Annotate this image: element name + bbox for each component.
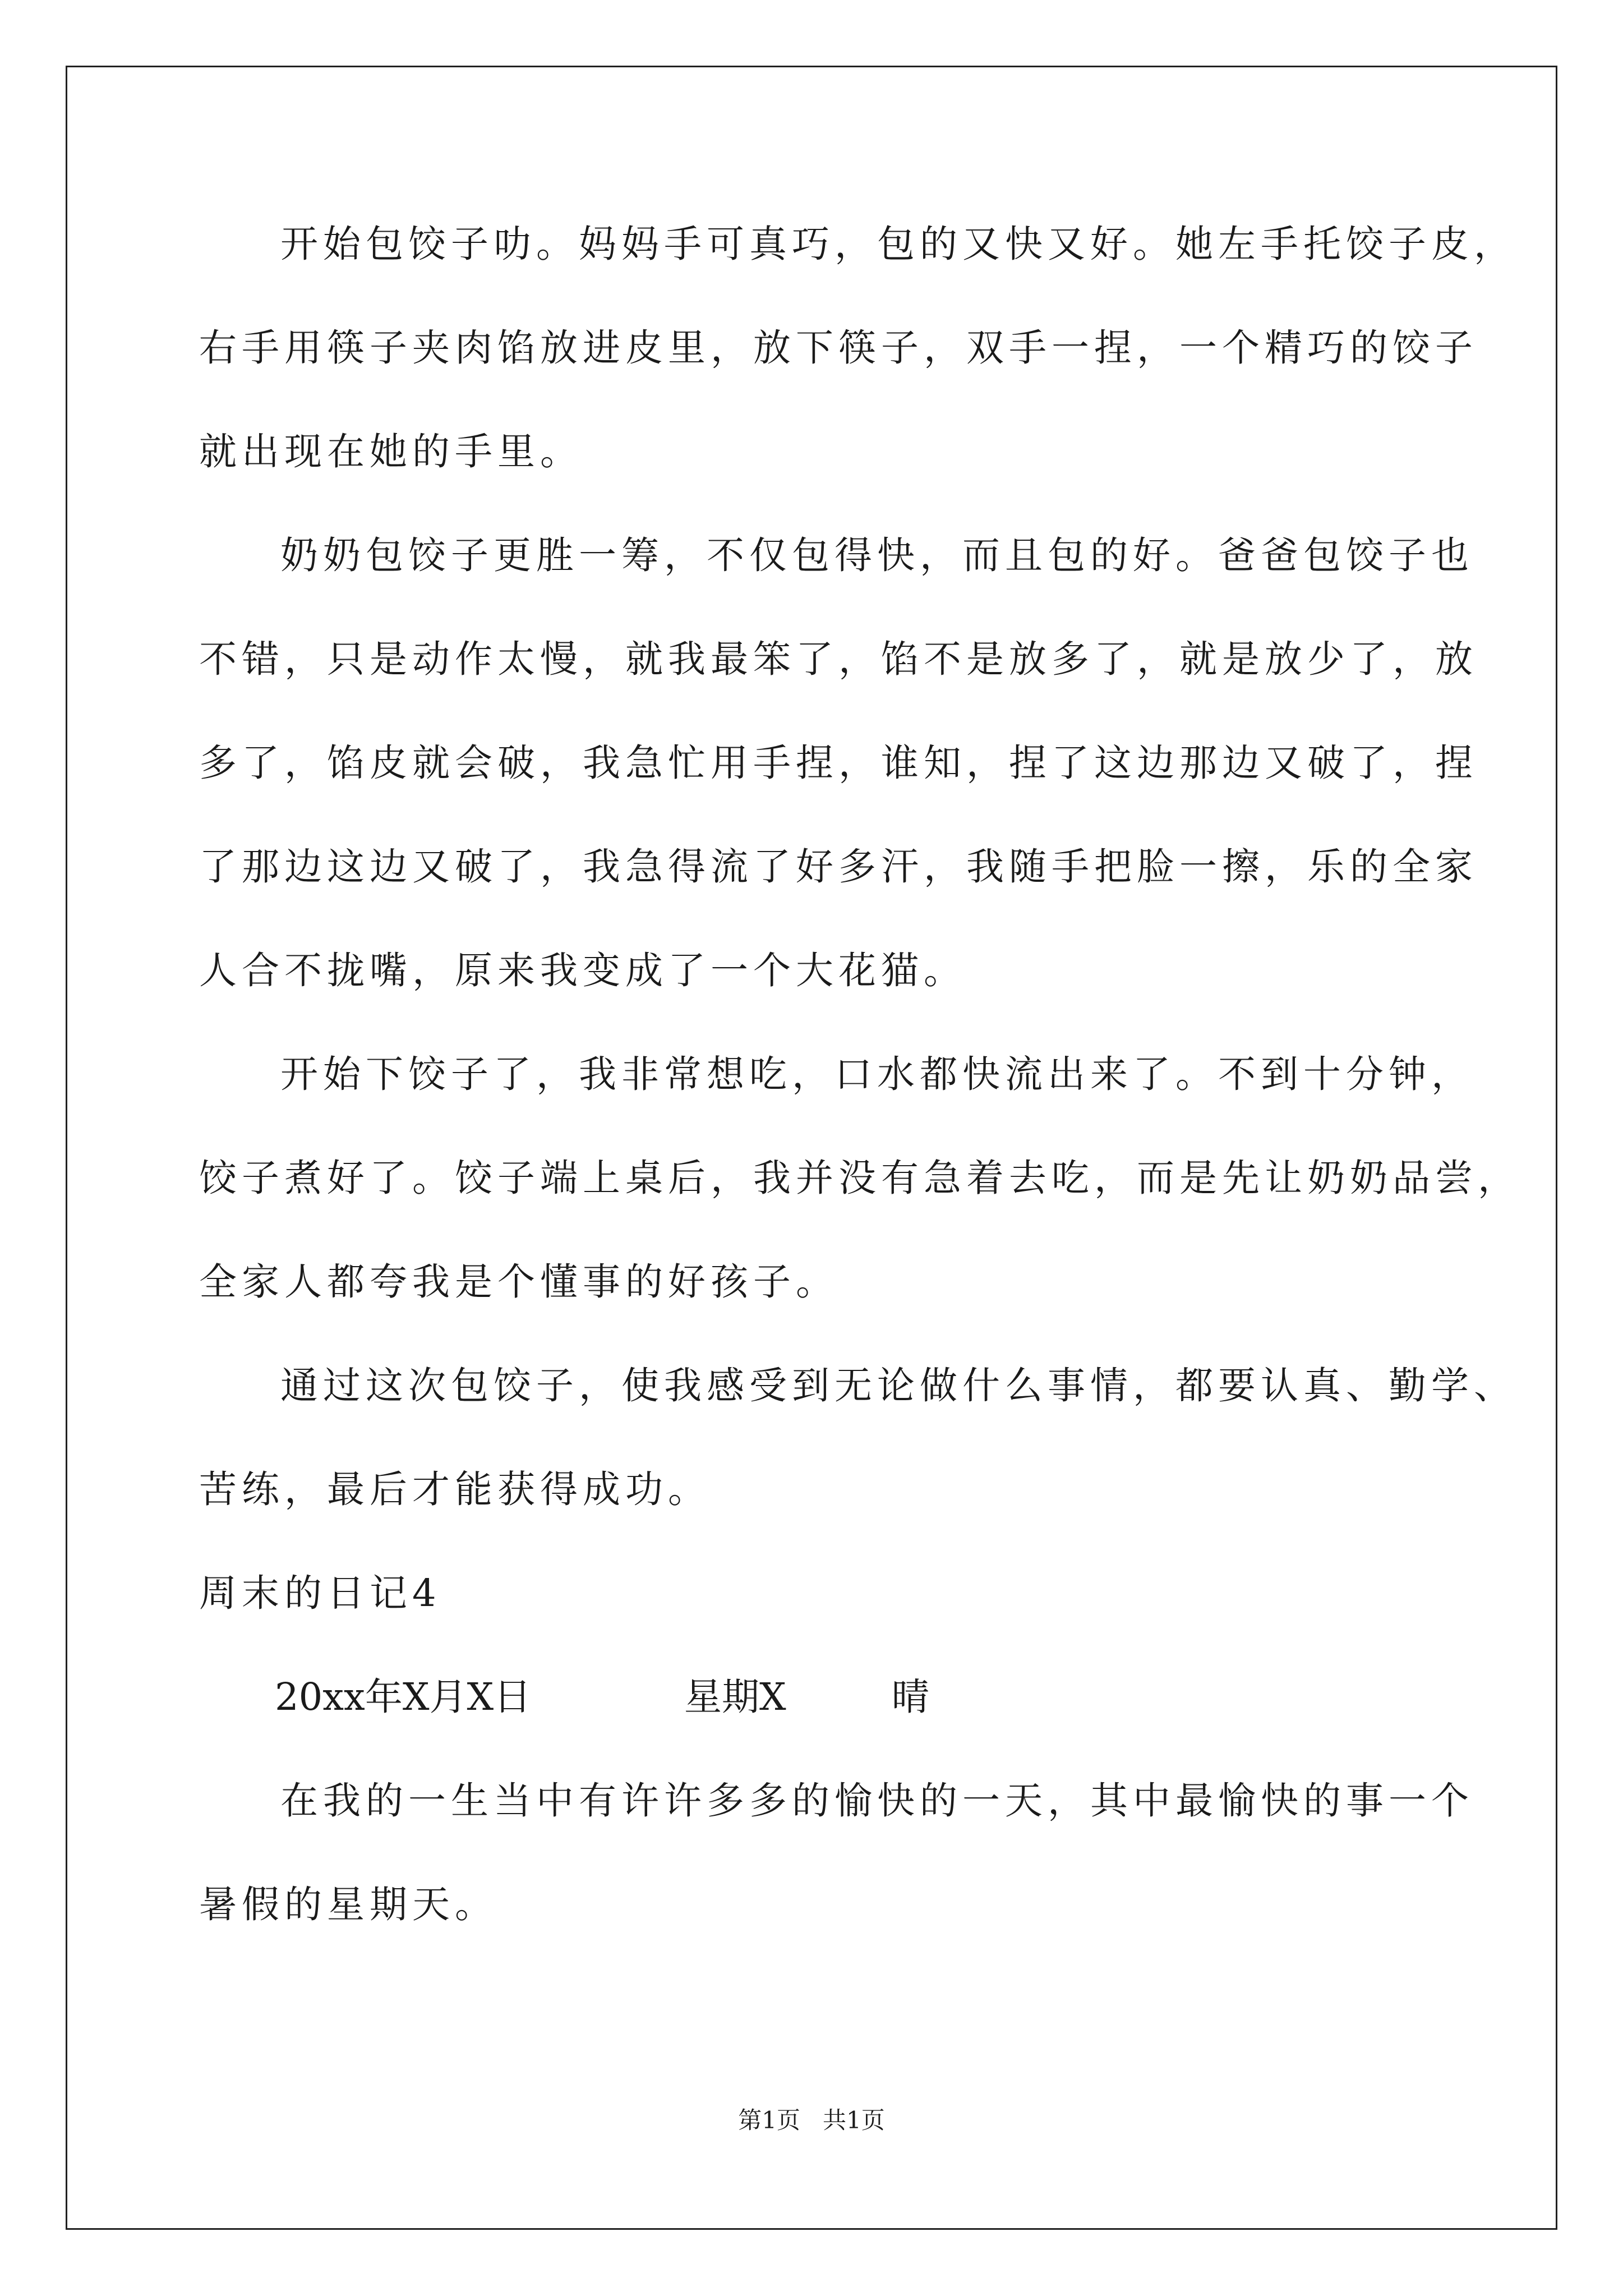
diary-heading: 周末的日记4 (199, 1571, 441, 1615)
paragraph-5-line-2: 暑假的星期天。 (199, 1883, 497, 1926)
paragraph-2-line-1: 奶奶包饺子更胜一筹，不仅包得快，而且包的好。爸爸包饺子也 (280, 533, 1474, 577)
paragraph-2-line-5: 人合不拢嘴，原来我变成了一个大花猫。 (199, 949, 966, 992)
paragraph-3-line-3: 全家人都夸我是个懂事的好孩子。 (199, 1260, 838, 1304)
paragraph-2-line-2: 不错，只是动作太慢，就我最笨了，馅不是放多了，就是放少了，放 (199, 637, 1478, 681)
page-footer: 第1页 共1页 (738, 2106, 885, 2134)
paragraph-1-line-2: 右手用筷子夹肉馅放进皮里，放下筷子，双手一捏，一个精巧的饺子 (199, 326, 1478, 370)
paragraph-3-line-2: 饺子煮好了。饺子端上桌后，我并没有急着去吃，而是先让奶奶品尝， (199, 1156, 1520, 1200)
diary-weather: 晴 (892, 1675, 929, 1719)
paragraph-1-line-1: 开始包饺子叻。妈妈手可真巧，包的又快又好。她左手托饺子皮， (280, 222, 1516, 266)
diary-weekday: 星期X (684, 1675, 786, 1719)
paragraph-1-line-3: 就出现在她的手里。 (199, 430, 583, 473)
paragraph-5-line-1: 在我的一生当中有许许多多的愉快的一天，其中最愉快的事一个 (280, 1779, 1474, 1823)
paragraph-3-line-1: 开始下饺子了，我非常想吃，口水都快流出来了。不到十分钟， (280, 1052, 1474, 1096)
paragraph-4-line-1: 通过这次包饺子，使我感受到无论做什么事情，都要认真、勤学、 (280, 1364, 1516, 1407)
diary-date: 20xx年X月X日 (275, 1675, 532, 1719)
paragraph-2-line-4: 了那边这边又破了，我急得流了好多汗，我随手把脸一擦，乐的全家 (199, 845, 1478, 889)
paragraph-4-line-2: 苦练，最后才能获得成功。 (199, 1467, 711, 1511)
paragraph-2-line-3: 多了，馅皮就会破，我急忙用手捏，谁知，捏了这边那边又破了，捏 (199, 741, 1478, 785)
